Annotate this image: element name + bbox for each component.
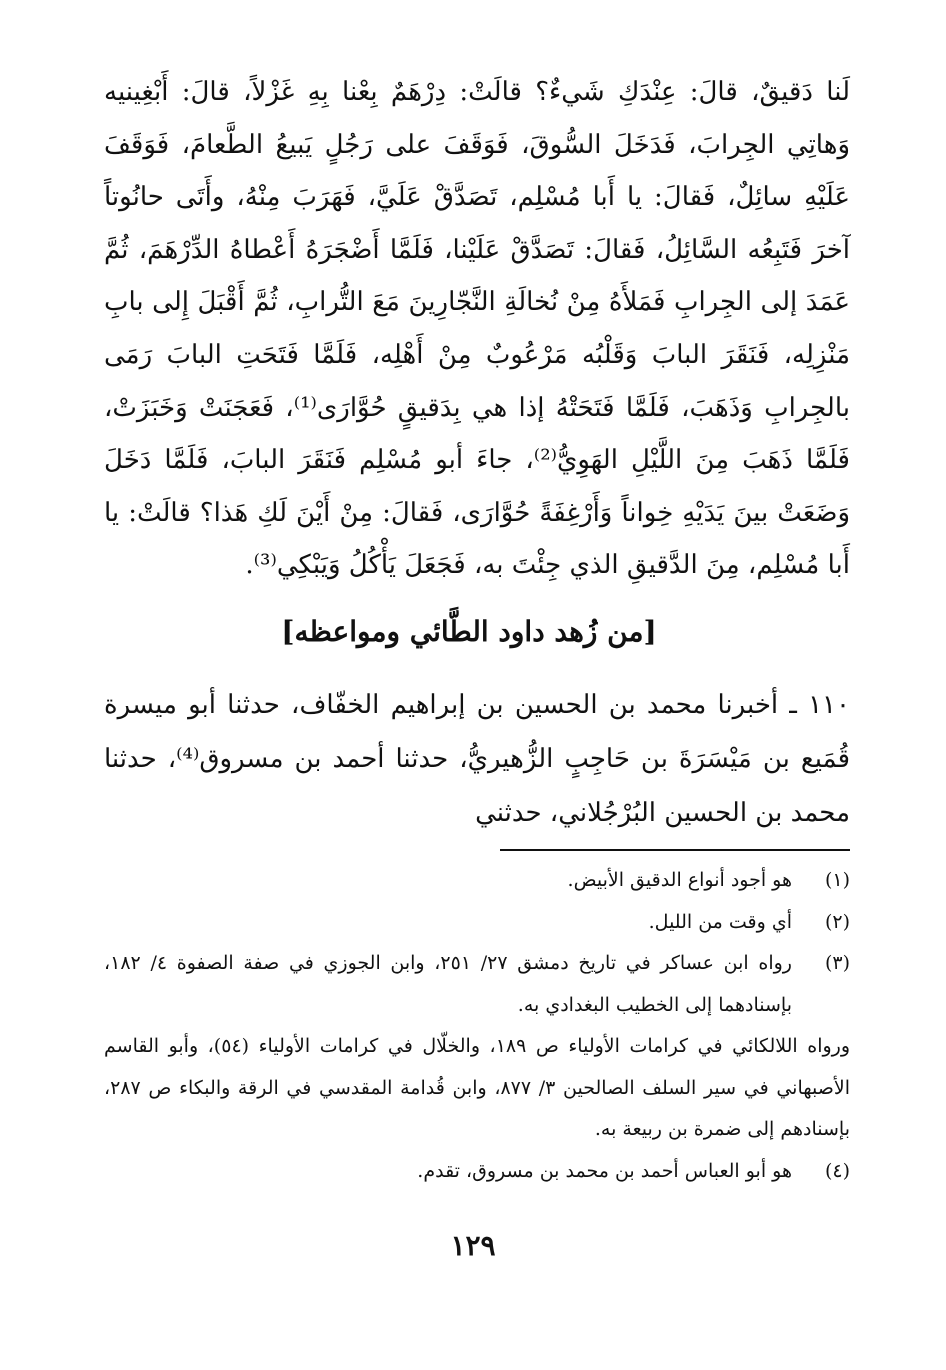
footnote-text: هو أبو العباس أحمد بن محمد بن مسروق، تقدم. <box>417 1159 792 1182</box>
hadith-text <box>104 678 850 840</box>
main-text <box>104 66 850 592</box>
page-number: ١٢٩ <box>450 1229 496 1262</box>
footnote-number: (٢) <box>824 910 850 933</box>
footnote-3-continuation <box>104 1026 850 1151</box>
footnote-divider <box>500 849 850 851</box>
footnote-1 <box>104 860 850 902</box>
footnote-text: أي وقت من الليل. <box>648 910 792 933</box>
footnote-3 <box>104 943 850 1026</box>
footnotes <box>104 860 850 1192</box>
hadith-paragraph: ١١٠ ـ أخبرنا محمد بن الحسين بن إبراهيم الخفّاف، حدثنا أبو ميسرة قُمَيع بن مَيْسَرَةَ بن حَاجِبٍ الزُّهيريُّ، حدثنا أحمد بن مسروق⁽⁴⁾، حدثنا محمد بن الحسين البُرْجُلاني، حدثني <box>104 690 851 828</box>
footnote-number: (٤) <box>824 1159 850 1182</box>
footnote-text: رواه ابن عساكر في تاريخ دمشق ٢٧/ ٢٥١، وابن الجوزي في صفة الصفوة ٤/ ١٨٢، بإسنادهما إلى الخطيب البغدادي به. <box>104 952 792 1016</box>
footnote-number: (١) <box>824 869 850 891</box>
footnote-text: ورواه اللالكائي في كرامات الأولياء ص ١٨٩، والخلّال في كرامات الأولياء (٥٤)، وأبو القاسم الأصبهاني في سير السلف الصالحين ٣/ ٨٧٧، وابن قُدامة المقدسي في الرقة والبكاء ص ٢٨٧، بإسنادهم إلى ضمرة بن ربيعة به. <box>104 1035 851 1140</box>
main-paragraph: لَنا دَقيقٌ، قالَ: عِنْدَكِ شَيءٌ؟ قالَتْ: دِرْهَمٌ بِعْنا بِهِ غَزْلاً، قالَ: أَبْغِينيه وَهاتِي الجِرابَ، فَدَخَلَ السُّوقَ، فَوَقَفَ على رَجُلٍ يَبيعُ الطَّعامَ، فَوَقَفَ عَلَيْهِ سائِلٌ، فَقالَ: يا أَبا مُسْلِم، تَصَدَّقْ عَلَيَّ، فَهَرَبَ مِنْهُ، وأَتَى حانُوتاً آخرَ فَتَبِعُه السَّائِلُ، فَقالَ: تَصَدَّقْ عَلَيْنا، فَلَمَّا أَضْجَرَهُ أَعْطاهُ الدِّرْهَمَ، ثُمَّ عَمَدَ إلى الجِرابِ فَمَلأَهُ مِنْ نُخالَةِ النَّجّارِينَ مَعَ التُّرابِ، ثُمَّ أَقْبَلَ إِلى بابِ مَنْزِلِه، فَنَقَرَ البابَ وَقَلْبُه مَرْعُوبٌ مِنْ أَهْلِه، فَلَمَّا فَتَحَتِ البابَ رَمَى بالجِرابِ وَذَهَبَ، فَلَمَّا فَتَحَتْهُ إذا هي بِدَقيقٍ حُوَّارَى⁽¹⁾، فَعَجَنَتْ وَخَبَزَتْ، فَلَمَّا ذَهَبَ مِنَ اللَّيْلِ الهَوِيُّ⁽²⁾، جاءَ أبو مُسْلِم فَنَقَرَ البابَ، فَلَمَّا دَخَلَ وَضَعَتْ بينَ يَدَيْهِ خِواناً وَأَرْغِفَةً حُوَّارَى، فَقالَ: مِنْ أَيْنَ لَكِ هَذا؟ قالَتْ: يا أَبا مُسْلِم، مِنَ الدَّقيقِ الذي جِئْتَ به، فَجَعَلَ يَأْكُلُ وَيَبْكِي⁽³⁾. <box>104 77 851 581</box>
footnote-2 <box>104 902 850 944</box>
footnote-number: (٣) <box>824 952 850 974</box>
footnote-4 <box>104 1151 850 1193</box>
section-heading: [من زُهد داود الطَّائي ومواعظه] <box>281 615 657 648</box>
footnote-text: هو أجود أنواع الدقيق الأبيض. <box>567 869 792 891</box>
